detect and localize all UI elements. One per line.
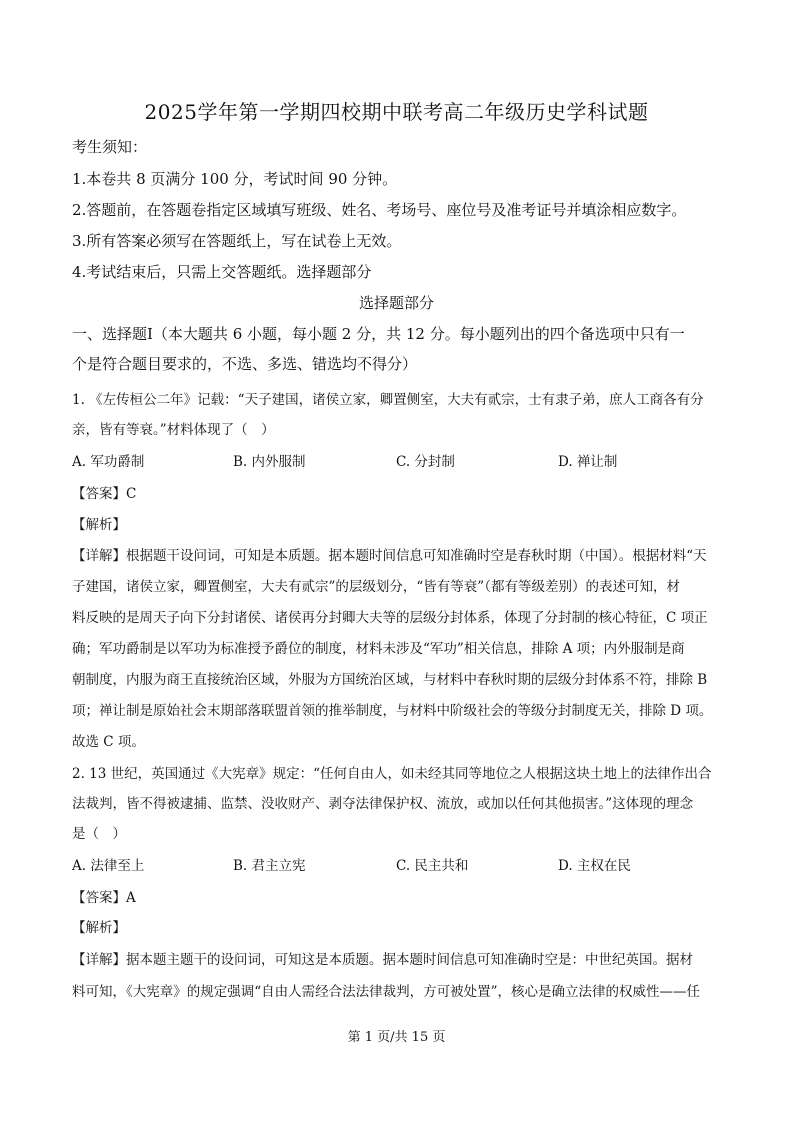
section-title: 选择题部分	[358, 294, 434, 312]
option-a: A. 法律至上	[72, 858, 145, 874]
question-stem-line: 是（ ）	[72, 826, 126, 842]
notice-item: 3.所有答案必须写在答题纸上，写在试卷上无效。	[72, 232, 402, 250]
detail-line: 朝制度，内服为商王直接统治区域，外服为方国统治区域，与材料中春秋时期的层级分封体系不符，排除 B	[72, 672, 708, 688]
option-c: C. 分封制	[396, 454, 455, 470]
notice-heading: 考生须知：	[72, 138, 148, 156]
option-c: C. 民主共和	[396, 858, 469, 874]
question-stem-line: 法裁判，皆不得被逮捕、监禁、没收财产、剥夺法律保护权、流放，或加以任何其他损害。”这体现的理念	[72, 796, 694, 812]
answer-label: 【答案】A	[72, 890, 136, 906]
option-b: B. 君主立宪	[233, 858, 306, 874]
notice-item: 4.考试结束后，只需上交答题纸。选择题部分	[72, 263, 372, 281]
page-title: 2025学年第一学期四校期中联考高二年级历史学科试题	[144, 100, 649, 124]
detail-line: 故选 C 项。	[72, 734, 145, 750]
detail-line: 【详解】根据题干设问词，可知是本质题。据本题时间信息可知准确时空是春秋时期（中国）。根据材料“天	[72, 548, 707, 564]
part-intro-line: 一、选择题Ⅰ（本大题共 6 小题，每小题 2 分，共 12 分。每小题列出的四个备选项中只有一	[72, 325, 685, 343]
detail-line: 料可知，《大宪章》的规定强调“自由人需经合法法律裁判，方可被处置”，核心是确立法律的权威性——任	[72, 984, 701, 1000]
option-a: A. 军功爵制	[72, 454, 145, 470]
notice-item: 2.答题前，在答题卷指定区域填写班级、姓名、考场号、座位号及准考证号并填涂相应数字。	[72, 201, 687, 219]
analysis-label: 【解析】	[72, 517, 126, 533]
notice-item: 1.本卷共 8 页满分 100 分，考试时间 90 分钟。	[72, 170, 398, 188]
part-intro-line: 个是符合题目要求的，不选、多选、错选均不得分）	[72, 355, 418, 373]
detail-line: 料反映的是周天子向下分封诸侯、诸侯再分封卿大夫等的层级分封体系，体现了分封制的核心特征，C 项正	[72, 610, 708, 626]
detail-line: 【详解】据本题主题干的设问词，可知这是本质题。据本题时间信息可知准确时空是：中世纪英国。据材	[72, 952, 693, 968]
page-footer: 第 1 页/共 15 页	[347, 1030, 446, 1045]
option-b: B. 内外服制	[233, 454, 306, 470]
option-d: D. 主权在民	[558, 858, 631, 874]
detail-line: 子建国，诸侯立家，卿置侧室，大夫有贰宗”的层级划分，“皆有等衰”（都有等级差别）的表述可知，材	[72, 579, 680, 595]
question-stem-line: 1. 《左传桓公二年》记载：“天子建国，诸侯立家，卿置侧室，大夫有贰宗，士有隶子弟，庶人工商各有分	[72, 392, 704, 408]
detail-line: 项；禅让制是原始社会末期部落联盟首领的推举制度，与材料中阶级社会的等级分封制度无关，排除 D 项。	[72, 703, 713, 719]
analysis-label: 【解析】	[72, 920, 126, 936]
question-stem-line: 亲，皆有等衰。”材料体现了（ ）	[72, 422, 275, 438]
answer-label: 【答案】C	[72, 486, 137, 502]
option-d: D. 禅让制	[558, 454, 618, 470]
question-stem-line: 2. 13 世纪，英国通过《大宪章》规定：“任何自由人，如未经其同等地位之人根据这块土地上的法律作出合	[72, 766, 712, 782]
detail-line: 确；军功爵制是以军功为标准授予爵位的制度，材料未涉及“军功”相关信息，排除 A 项；内外服制是商	[72, 641, 685, 657]
